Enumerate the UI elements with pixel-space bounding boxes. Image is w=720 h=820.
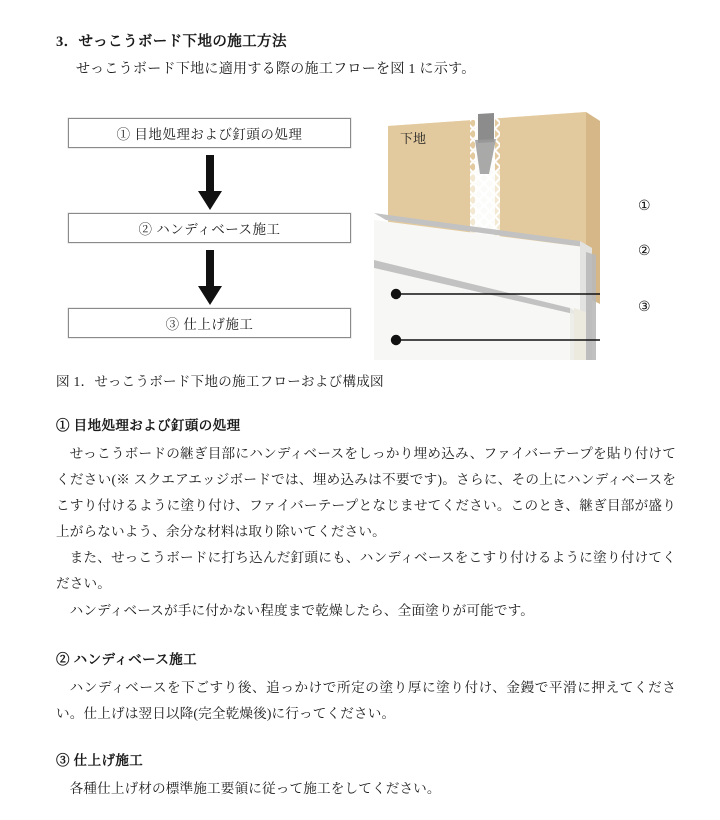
callout-leader-3	[374, 360, 626, 420]
flow-step-2-label: ② ハンディベース施工	[138, 222, 281, 237]
section-3	[56, 749, 676, 802]
page-title: 3．せっこうボード下地の施工方法	[56, 34, 287, 50]
substrate-label: 下地	[400, 131, 427, 146]
intro-text: せっこうボード下地に適用する際の施工フローを図 1 に示す。	[76, 62, 476, 77]
wall-cross-section-illustration	[374, 112, 600, 360]
section-1-paragraph-2: また、せっこうボードに打ち込んだ釘頭にも、ハンディベースをこすり付けるように塗り付けてください。	[56, 550, 676, 592]
flow-step-2	[68, 213, 351, 243]
body-content	[56, 414, 676, 820]
down-arrow-icon	[197, 155, 223, 211]
construction-flowchart	[68, 118, 353, 338]
section-2-paragraph-1: ハンディベースを下ごすり後、追っかけで所定の塗り厚に塗り付け、金鏝で平滑に押えてください。仕上げは翌日以降(完全乾燥後)に行ってください。	[56, 679, 676, 721]
figure-caption: 図 1．せっこうボード下地の施工フローおよび構成図	[56, 374, 384, 389]
flow-step-3-label: ③ 仕上げ施工	[165, 317, 254, 332]
section-2	[56, 648, 676, 727]
flow-step-1-label: ① 目地処理および釘頭の処理	[116, 127, 303, 142]
section-3-title: ③ 仕上げ施工	[56, 752, 144, 768]
section-1	[56, 414, 676, 624]
section-1-paragraph-1: せっこうボードの継ぎ目部にハンディベースをしっかり埋め込み、ファイバーテープを貼り付けてください(※ スクエアエッジボードでは、埋め込みは不要です)。さらに、その上にハンディベースをこすり付けるように塗り付け、ファイバーテープとなじませてください。このとき、継ぎ目部が盛り上がらないよう、余分な材料は取り除いてください。	[56, 446, 676, 540]
section-3-paragraph-1: 各種仕上げ材の標準施工要領に従って施工をしてください。	[69, 780, 441, 796]
section-2-title: ② ハンディベース施工	[56, 651, 198, 667]
callout-number-2: ②	[638, 244, 651, 259]
flow-step-3	[68, 308, 351, 338]
section-1-paragraph-3: ハンディベースが手に付かない程度まで乾燥したら、全面塗りが可能です。	[69, 602, 535, 618]
down-arrow-icon	[197, 250, 223, 306]
callout-number-1: ①	[638, 199, 651, 214]
flow-step-1	[68, 118, 351, 148]
callout-number-3: ③	[638, 300, 651, 315]
section-1-title: ① 目地処理および釘頭の処理	[56, 418, 241, 433]
